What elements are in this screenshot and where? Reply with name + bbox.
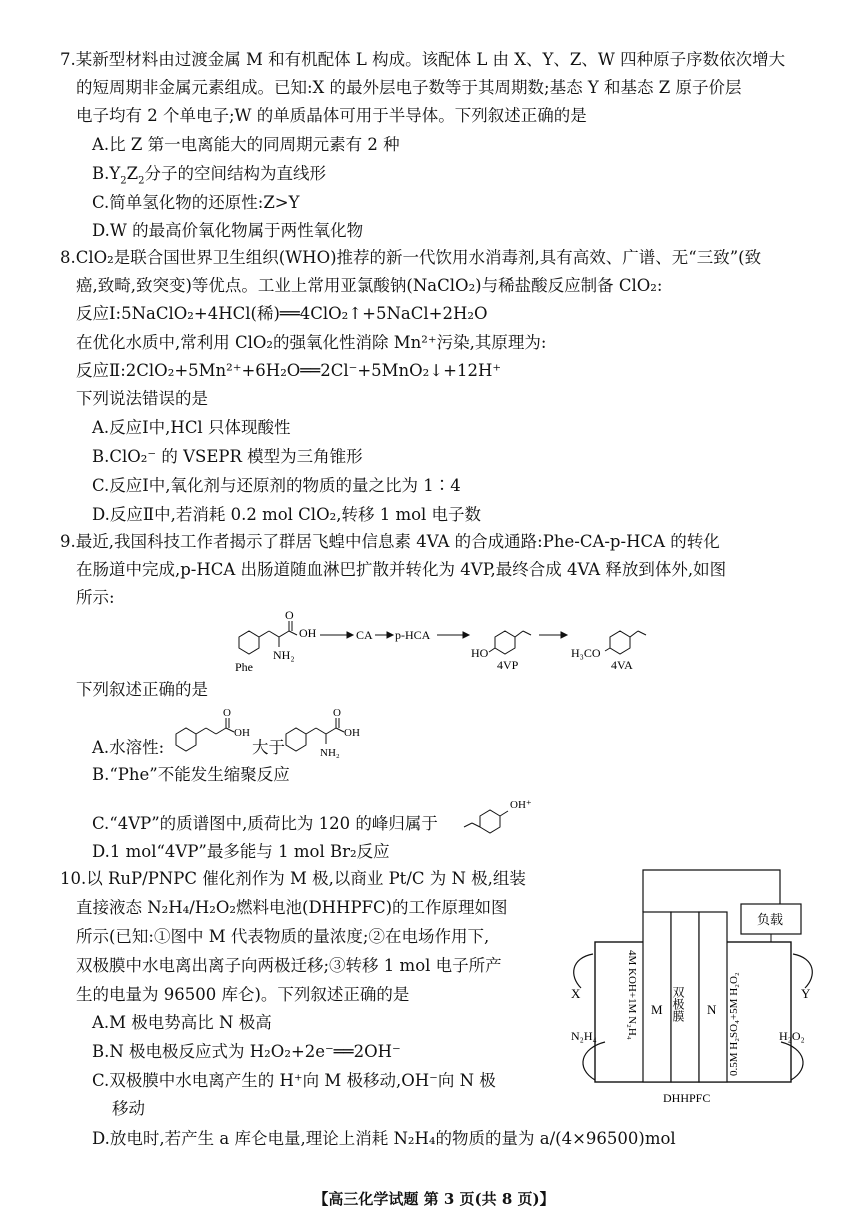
4va-h3co-label: H₃CO: [571, 646, 601, 660]
electrode-m: [643, 912, 671, 1082]
q10-option-d: D.放电时,若产生 a 库仑电量,理论上消耗 N₂H₄的物质的量为 a/(4×96500)mol: [92, 1129, 676, 1148]
h2o2-arrow: [781, 1042, 803, 1080]
q7-line1: 7.某新型材料由过渡金属 M 和有机配体 L 构成。该配体 L 由 X、Y、Z、W 四种原子序数依次增大: [60, 50, 786, 69]
n2h4-label: N₂H₄: [571, 1029, 597, 1043]
n-label: N: [707, 1002, 717, 1017]
svg-text:OH⁺: OH⁺: [510, 799, 532, 811]
q8-reaction1: 反应Ⅰ:5NaClO₂+4HCl(稀)══4ClO₂↑+5NaCl+2H₂O: [76, 304, 488, 323]
q9-option-c: C.“4VP”的质谱图中,质荷比为 120 的峰归属于: [92, 814, 438, 833]
arrow-3: [437, 632, 469, 638]
q8-line4: 下列说法错误的是: [76, 389, 208, 408]
right-solution-label: 0.5M H₂SO₄+5M H₂O₂: [728, 972, 740, 1076]
svg-text:O: O: [223, 707, 231, 719]
q8-option-d: D.反应Ⅱ中,若消耗 0.2 mol ClO₂,转移 1 mol 电子数: [92, 505, 482, 524]
q8-option-b: B.ClO₂⁻ 的 VSEPR 模型为三角锥形: [92, 447, 363, 466]
q7-line2: 的短周期非金属元素组成。已知:X 的最外层电子数等于其周期数;基态 Y 和基态 Z 原子价层: [76, 78, 742, 97]
n2h4-arrow: [583, 1042, 605, 1080]
q10-option-b: B.N 极电极反应式为 H₂O₂+2e⁻══2OH⁻: [92, 1042, 401, 1061]
membrane-label: 双极膜: [671, 986, 685, 1022]
q7-option-b: $B.Y_2Z_2$分子的空间结构为直线形: [92, 164, 326, 187]
q8-reaction2: 反应Ⅱ:2ClO₂+5Mn²⁺+6H₂O══2Cl⁻+5MnO₂↓+12H⁺: [76, 361, 502, 380]
q9-line2: 在肠道中完成,p-HCA 出肠道随血淋巴扩散并转化为 4VP,最终合成 4VA 释放到体外,如图: [76, 560, 727, 579]
q10-line1: 10.以 RuP/PNPC 催化剂作为 M 极,以商业 Pt/C 为 N 极,组装: [60, 869, 526, 888]
4vp-ho-label: HO: [471, 646, 489, 660]
diagram-caption: DHHPFC: [663, 1091, 711, 1105]
arrow-4: [539, 632, 567, 638]
arrow-1: [320, 632, 353, 638]
load-label: 负载: [757, 912, 784, 927]
q7-option-d: D.W 的最高价氧化物属于两性氧化物: [92, 221, 364, 240]
4vp-ion-structure: [462, 794, 552, 834]
q9-option-a-prefix: A.水溶性:: [92, 738, 165, 757]
q9-line4: 下列叙述正确的是: [76, 680, 208, 699]
4va-label: 4VA: [611, 658, 633, 672]
page-footer: 【高三化学试题 第 3 页(共 8 页)】: [313, 1190, 555, 1208]
ca-label: CA: [356, 628, 373, 642]
q8-option-c: C.反应Ⅰ中,氧化剂与还原剂的物质的量之比为 1∶4: [92, 476, 461, 495]
4va-structure: [605, 631, 646, 654]
arrow-2: [375, 632, 393, 638]
q8-option-a: A.反应Ⅰ中,HCl 只体现酸性: [92, 418, 291, 437]
q10-line4: 双极膜中水电离出离子向两极迁移;③转移 1 mol 电子所产: [76, 956, 502, 975]
q7-line3: 电子均有 2 个单电子;W 的单质晶体可用于半导体。下列叙述正确的是: [76, 106, 587, 125]
y-arrow: [793, 954, 812, 988]
q10-line5: 生的电量为 96500 库仑)。下列叙述正确的是: [76, 985, 410, 1004]
phca-label: p-HCA: [395, 628, 431, 642]
q9-line1: 9.最近,我国科技工作者揭示了群居飞蝗中信息素 4VA 的合成通路:Phe-CA-p-HCA 的转化: [60, 532, 720, 551]
q10-line3: 所示(已知:①图中 M 代表物质的量浓度;②在电场作用下,: [76, 927, 490, 946]
phe-label: Phe: [235, 660, 253, 674]
q7-option-a: A.比 Z 第一电离能大的同周期元素有 2 种: [92, 135, 400, 154]
q8-line2: 癌,致畸,致突变)等优点。工业上常用亚氯酸钠(NaClO₂)与稀盐酸反应制备 ClO₂:: [76, 276, 663, 295]
fuel-cell-diagram: [565, 862, 827, 1122]
q8-line1: 8.ClO₂是联合国世界卫生组织(WHO)推荐的新一代饮用水消毒剂,具有高效、广谱、无“三致”(致: [60, 248, 762, 267]
electrode-n: [699, 912, 727, 1082]
q9-option-b: B.“Phe”不能发生缩聚反应: [92, 765, 290, 784]
q9-option-a-mid: 大于: [252, 738, 285, 757]
m-label: M: [651, 1002, 663, 1017]
q10-line2: 直接液态 N₂H₄/H₂O₂燃料电池(DHHPFC)的工作原理如图: [76, 898, 508, 917]
q9-line3: 所示:: [76, 588, 115, 607]
svg-text:OH: OH: [344, 727, 360, 739]
q10-option-c-line1: C.双极膜中水电离产生的 H⁺向 M 极移动,OH⁻向 N 极: [92, 1071, 496, 1090]
y-label: Y: [801, 986, 811, 1001]
h2o2-label: H₂O₂: [779, 1029, 805, 1043]
x-arrow: [574, 954, 593, 988]
phca-like-structure: [172, 707, 252, 752]
left-solution-label: 4M KOH+1M N₂H₄: [626, 950, 638, 1040]
q10-option-c-line2: 移动: [112, 1099, 145, 1118]
q8-line3: 在优化水质中,常利用 ClO₂的强氧化性消除 Mn²⁺污染,其原理为:: [76, 333, 547, 352]
q7-option-c: C.简单氢化物的还原性:Z>Y: [92, 193, 300, 212]
svg-text:NH₂: NH₂: [320, 747, 340, 759]
svg-text:OH: OH: [234, 727, 250, 739]
q10-option-a: A.M 极电势高比 N 极高: [92, 1013, 272, 1032]
x-label: X: [571, 986, 581, 1001]
svg-text:O: O: [333, 707, 341, 719]
4vp-structure: [489, 631, 531, 654]
phe-nh2-label: NH₂: [273, 648, 295, 662]
phe-oh-label: OH: [299, 626, 317, 640]
4vp-label: 4VP: [497, 658, 519, 672]
synthesis-scheme: [225, 608, 665, 675]
phe-option-structure: [282, 707, 382, 760]
phe-o-label: O: [285, 608, 294, 622]
q9-option-d: D.1 mol“4VP”最多能与 1 mol Br₂反应: [92, 842, 390, 861]
